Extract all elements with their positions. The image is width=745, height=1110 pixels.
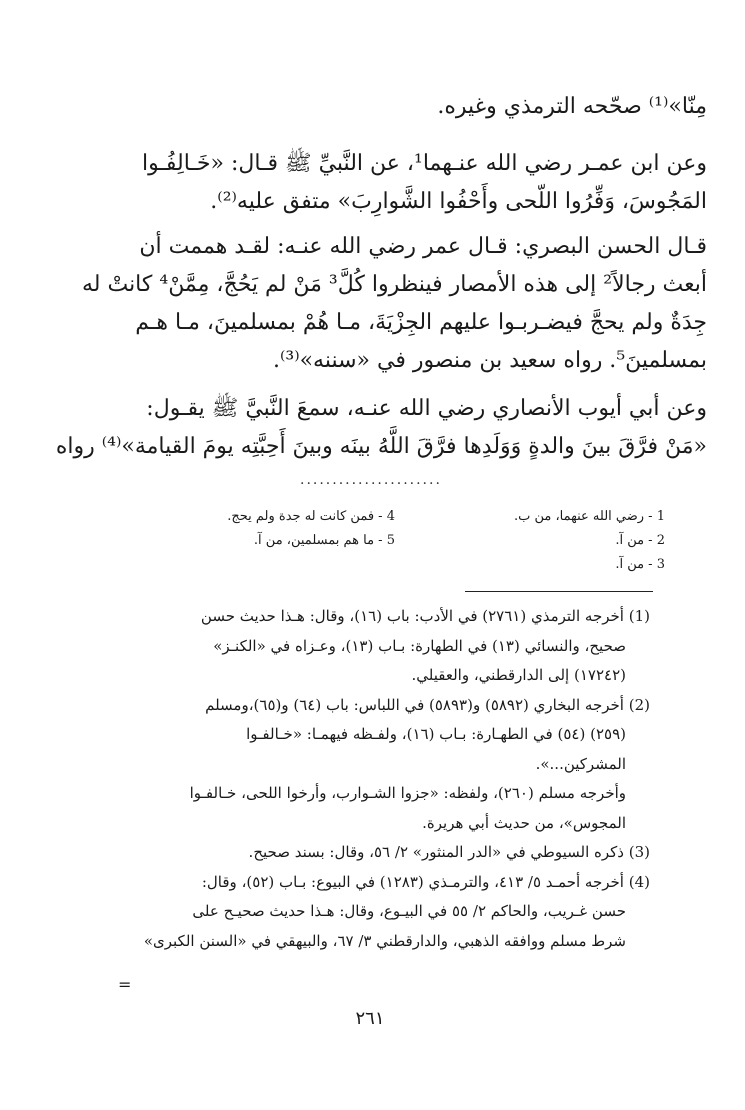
variant-note: 5 - ما هم بمسلمين، من آ. bbox=[253, 533, 395, 548]
footnote-line: (١٧٢٤٢) إلى الدارقطني، والعقيلي. bbox=[411, 666, 626, 684]
footnote-line: (1) أخرجه الترمذي (٢٧٦١) في الأدب: باب (١٦)، وقال: هـذا حديث حسن bbox=[200, 607, 650, 625]
footnote-line: وأخرجه مسلم (٢٦٠)، ولفظه: «جزوا الشـوارب، وأرخوا اللحى، خـالفـوا bbox=[189, 784, 626, 802]
footnote-line: صحيح، والنسائي (١٣) في الطهارة: بـاب (١٣)، وعـزاه في «الكنـز» bbox=[213, 636, 626, 655]
text-line: أبعث رجالاً² إلى هذه الأمصار فينظروا كُلَّ³ مَنْ لم يَحُجَّ، مِمَّنْ⁴ كانتْ له bbox=[81, 272, 707, 297]
footnote-line: حسن غـريب، والحاكم ٢/ ٥٥ في البيـوع، وقال: هـذا حديث صحيـح على bbox=[192, 902, 626, 920]
text-line: المَجُوسَ، وَفِّرُوا اللّحى وأَحْفُوا الشَّوارِبَ» متفق عليه⁽²⁾. bbox=[210, 189, 707, 214]
variant-notes-right bbox=[470, 505, 665, 577]
text-line: بمسلمينَ⁵. رواه سعيد بن منصور في «سننه»⁽³⁾. bbox=[272, 348, 707, 373]
variant-note: 2 - من آ. bbox=[615, 533, 665, 548]
continuation-dots: ...................... bbox=[300, 472, 442, 488]
variant-note: 4 - فمن كانت له جدة ولم يحج. bbox=[227, 509, 395, 524]
footnote-line: المشركين...». bbox=[535, 754, 626, 773]
footnote-line: (2) أخرجه البخاري (٥٨٩٢) و(٥٨٩٣) في اللباس: باب (٦٤) و(٦٥)،ومسلم bbox=[205, 695, 650, 714]
footnote-line: (3) ذكره السيوطي في «الدر المنثور» ٢/ ٥٦، وقال: بسند صحيح. bbox=[248, 843, 650, 861]
footnotes bbox=[95, 602, 650, 956]
paragraph-4 bbox=[55, 390, 707, 466]
footnote-line: شرط مسلم ووافقه الذهبي، والدارقطني ٣/ ٦٧، والبيهقي في «السنن الكبرى» bbox=[143, 931, 626, 950]
variant-note: 1 - رضي الله عنهما، من ب. bbox=[513, 509, 665, 524]
text-line: وعن ابن عمـر رضي الله عنـهما¹، عن النَّبيِّ ﷺ قـال: «خَـالِفُـوا bbox=[142, 151, 707, 176]
paragraph-1 bbox=[95, 88, 707, 126]
text-line: «مَنْ فرَّقَ بينَ والدةٍ وَوَلَدِها فرَّقَ اللَّهُ بينَه وبينَ أَحِبَّتِه يومَ القيامة»⁽⁴⁾ رواه bbox=[55, 434, 707, 459]
continuation-mark: = bbox=[118, 975, 132, 994]
text-line: وعن أبي أيوب الأنصاري رضي الله عنـه، سمعَ النَّبيَّ ﷺ يقـول: bbox=[146, 396, 707, 421]
text-line: قـال الحسن البصري: قـال عمر رضي الله عنـه: لقـد هممت أن bbox=[139, 234, 707, 259]
paragraph-2 bbox=[95, 145, 707, 221]
text-line: جِدَةٌ ولم يحجَّ فيضـربـوا عليهم الجِزْيَةَ، مـا هُمْ بمسلمينَ، مـا هـم bbox=[135, 310, 707, 335]
footnote-separator bbox=[465, 591, 653, 592]
variant-note: 3 - من آ. bbox=[615, 557, 665, 572]
page-number: ٢٦١ bbox=[355, 1008, 385, 1029]
paragraph-3 bbox=[81, 228, 707, 380]
variant-notes-left bbox=[195, 505, 395, 553]
footnote-line: المجوس»، من حديث أبي هريرة. bbox=[422, 813, 626, 832]
text-line: مِنّا»⁽¹⁾ صحّحه الترمذي وغيره. bbox=[437, 94, 707, 119]
footnote-line: (٢٥٩) (٥٤) في الطهـارة: بـاب (١٦)، ولفـظه فيهمـا: «خـالفـوا bbox=[246, 725, 626, 743]
footnote-line: (4) أخرجه أحمـد ٥/ ٤١٣، والترمـذي (١٢٨٣) في البيوع: بـاب (٥٢)، وقال: bbox=[201, 872, 650, 891]
